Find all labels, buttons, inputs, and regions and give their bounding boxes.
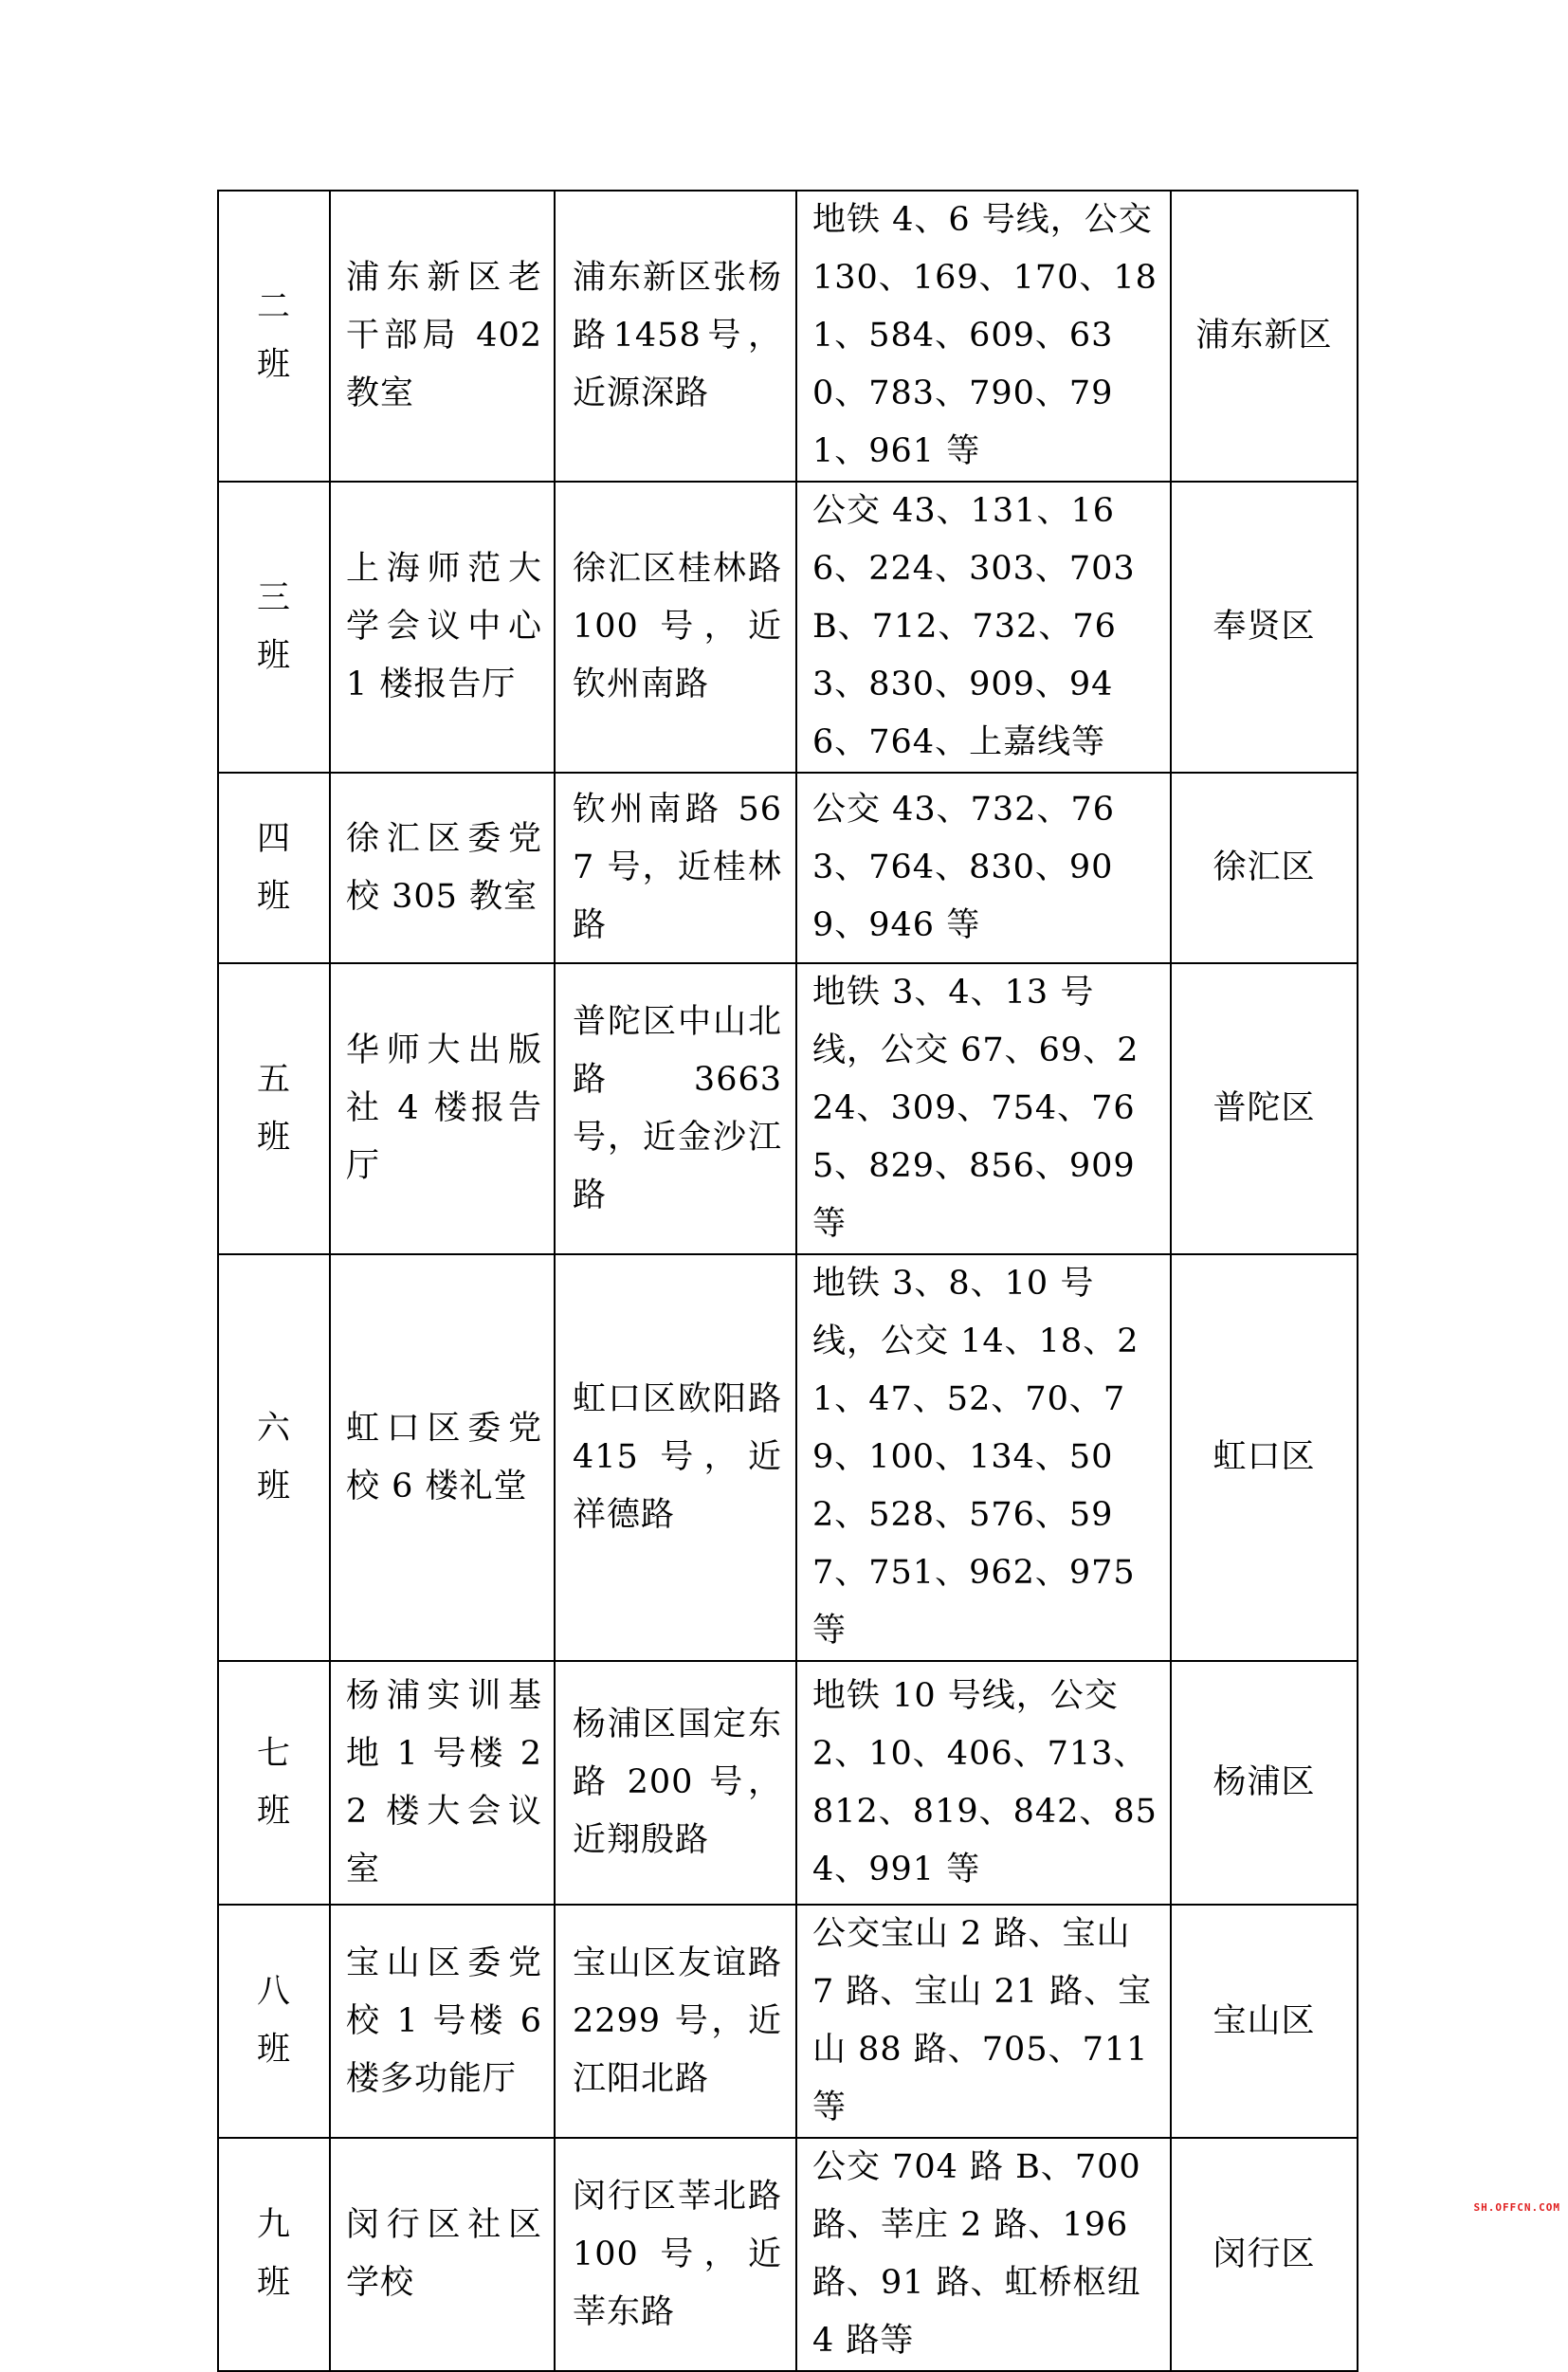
table-body — [218, 191, 1358, 2371]
venue-cell: 宝山区委党校 1 号楼 6 楼多功能厅 — [330, 1905, 555, 2138]
table-row — [218, 191, 1358, 482]
address-cell: 闵行区莘北路 100 号，近莘东路 — [555, 2138, 796, 2371]
class-cell — [218, 1661, 330, 1905]
address-cell: 普陀区中山北路 3663 号，近金沙江路 — [555, 963, 796, 1254]
address-cell: 钦州南路 567 号，近桂林路 — [555, 773, 796, 963]
address-cell: 宝山区友谊路 2299 号，近江阳北路 — [555, 1905, 796, 2138]
transit-cell: 公交 704 路 B、700 路、莘庄 2 路、196 路、91 路、虹桥枢纽 4 路等 — [796, 2138, 1171, 2371]
transit-cell: 地铁 10 号线，公交 2、10、406、713、812、819、842、854、991 等 — [796, 1661, 1171, 1905]
transit-cell: 公交 43、131、166、224、303、703B、712、732、763、830、909、946、764、上嘉线等 — [796, 482, 1171, 773]
venue-cell: 虹口区委党校 6 楼礼堂 — [330, 1254, 555, 1661]
address-cell: 徐汇区桂林路 100 号，近钦州南路 — [555, 482, 796, 773]
table-row — [218, 963, 1358, 1254]
district-cell: 浦东新区 — [1171, 191, 1358, 482]
transit-cell: 地铁 4、6 号线，公交 130、169、170、181、584、609、630、783、790、791、961 等 — [796, 191, 1171, 482]
address-cell: 浦东新区张杨路1458号，近源深路 — [555, 191, 796, 482]
class-label: 九班 — [256, 2206, 291, 2302]
table-row — [218, 1661, 1358, 1905]
class-label: 三班 — [256, 578, 291, 675]
address-cell: 虹口区欧阳路 415 号，近祥德路 — [555, 1254, 796, 1661]
table-row — [218, 1905, 1358, 2138]
district-cell: 奉贤区 — [1171, 482, 1358, 773]
table-row — [218, 1254, 1358, 1661]
transit-cell: 地铁 3、8、10 号线，公交 14、18、21、47、52、70、79、100、134、502、528、576、597、751、962、975 等 — [796, 1254, 1171, 1661]
class-venue-table — [217, 190, 1358, 2372]
class-cell — [218, 191, 330, 482]
class-cell — [218, 1905, 330, 2138]
table-row — [218, 773, 1358, 963]
class-cell — [218, 482, 330, 773]
site-watermark: SH.OFFCN.COM — [1473, 2201, 1560, 2214]
district-cell: 杨浦区 — [1171, 1661, 1358, 1905]
address-cell: 杨浦区国定东路 200 号，近翔殷路 — [555, 1661, 796, 1905]
district-cell: 普陀区 — [1171, 963, 1358, 1254]
class-cell — [218, 2138, 330, 2371]
table-row — [218, 482, 1358, 773]
venue-cell: 上海师范大学会议中心 1 楼报告厅 — [330, 482, 555, 773]
class-label: 七班 — [256, 1734, 291, 1831]
venue-cell: 徐汇区委党校 305 教室 — [330, 773, 555, 963]
class-label: 二班 — [256, 287, 291, 384]
transit-cell: 地铁 3、4、13 号线，公交 67、69、224、309、754、765、829、856、909 等 — [796, 963, 1171, 1254]
district-cell: 虹口区 — [1171, 1254, 1358, 1661]
class-label: 五班 — [256, 1060, 291, 1157]
district-cell: 宝山区 — [1171, 1905, 1358, 2138]
class-label: 四班 — [256, 819, 291, 916]
venue-cell: 闵行区社区学校 — [330, 2138, 555, 2371]
venue-cell: 华师大出版社 4 楼报告厅 — [330, 963, 555, 1254]
table-row — [218, 2138, 1358, 2371]
class-label: 六班 — [256, 1409, 291, 1505]
venue-cell: 浦东新区老干部局 402 教室 — [330, 191, 555, 482]
transit-cell: 公交 43、732、763、764、830、909、946 等 — [796, 773, 1171, 963]
class-cell — [218, 963, 330, 1254]
class-label: 八班 — [256, 1973, 291, 2069]
class-cell — [218, 773, 330, 963]
district-cell: 闵行区 — [1171, 2138, 1358, 2371]
class-cell — [218, 1254, 330, 1661]
district-cell: 徐汇区 — [1171, 773, 1358, 963]
venue-cell: 杨浦实训基地 1 号楼 22 楼大会议室 — [330, 1661, 555, 1905]
transit-cell: 公交宝山 2 路、宝山 7 路、宝山 21 路、宝山 88 路、705、711 等 — [796, 1905, 1171, 2138]
